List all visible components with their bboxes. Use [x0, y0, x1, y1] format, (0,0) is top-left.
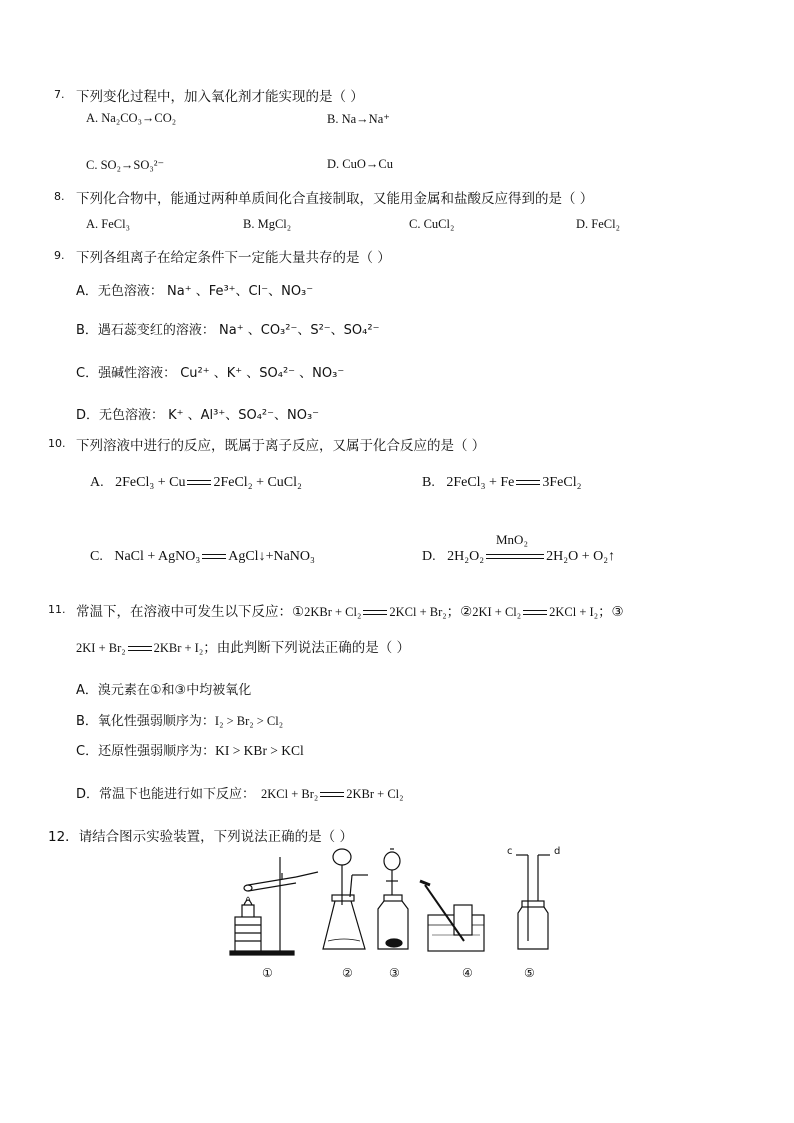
option-b: [422, 475, 581, 491]
equation-right: 2H₂O + O₂↑: [546, 549, 616, 564]
apparatus-5-gas-bottle: [516, 855, 550, 949]
reaction-3-right: 2KBr + I₂: [153, 641, 204, 655]
question-stem-line1: [76, 600, 624, 620]
equals-sign: [523, 610, 547, 615]
reaction-2-left: 2KI + Cl₂: [472, 605, 522, 619]
question-number: 12．: [48, 829, 79, 845]
reaction-3-left: 2KI + Br₂: [76, 641, 126, 655]
option-label: B.: [422, 475, 435, 490]
option-d: D. FeCl₂: [576, 217, 620, 231]
option-b: B．遇石蕊变红的溶液： Na⁺ 、CO₃²⁻、S²⁻、SO₄²⁻: [76, 323, 380, 338]
equation-left: NaCl + AgNO₃: [114, 549, 201, 564]
option-d: D．无色溶液： K⁺ 、Al³⁺、SO₄²⁻、NO₃⁻: [76, 408, 320, 423]
question-number: 11.: [48, 603, 66, 616]
question-stem: 下列溶液中进行的反应，既属于离子反应，又属于化合反应的是（ ）: [76, 438, 486, 454]
question-stem: 下列各组离子在给定条件下一定能大量共存的是（ ）: [76, 250, 391, 266]
option-b: [76, 710, 283, 729]
question-number: 9.: [54, 249, 65, 262]
reaction-1-left: 2KBr + Cl₂: [304, 605, 362, 619]
option-formula: KI > KBr > KCl: [215, 743, 304, 758]
apparatus-1-heating-tube: [230, 857, 318, 955]
apparatus-3-bottle-funnel: [378, 849, 408, 949]
option-c: [76, 740, 304, 759]
catalyst-label: MnO₂: [496, 532, 528, 547]
option-d: [76, 783, 404, 802]
stem-text: 请结合图示实验装置，下列说法正确的是（ ）: [78, 829, 353, 845]
equals-sign: [320, 792, 344, 797]
equals-sign: [516, 480, 540, 485]
apparatus-label-5: ⑤: [524, 966, 535, 980]
port-d-label: d: [554, 846, 561, 857]
option-label: D.: [422, 549, 436, 564]
option-d: D. CuO→Cu: [327, 157, 393, 171]
question-number: 7.: [54, 88, 65, 101]
option-text: C．还原性强弱顺序为：: [76, 744, 216, 759]
apparatus-4-water-trough: [420, 881, 484, 951]
stem-text: 常温下，在溶液中可发生以下反应：①: [76, 604, 305, 620]
equals-sign: [363, 610, 387, 615]
option-a: A．无色溶液： Na⁺ 、Fe³⁺、Cl⁻、NO₃⁻: [76, 284, 314, 299]
option-a: A．溴元素在①和③中均被氧化: [76, 683, 252, 698]
apparatus-label-4: ④: [462, 966, 473, 980]
reaction-2-right: 2KCl + I₂: [549, 605, 599, 619]
equals-sign: [187, 480, 211, 485]
apparatus-figure: [220, 845, 560, 985]
option-formula: I₂ > Br₂ > Cl₂: [214, 714, 284, 728]
equation-left: 2KCl + Br₂: [261, 787, 319, 801]
equals-sign: [128, 646, 152, 651]
question-number: 10.: [48, 437, 66, 450]
option-c: C．强碱性溶液： Cu²⁺ 、K⁺ 、SO₄²⁻ 、NO₃⁻: [76, 366, 345, 381]
option-label: C.: [90, 549, 103, 564]
question-stem: 下列变化过程中，加入氧化剂才能实现的是（ ）: [76, 89, 364, 105]
option-b: B. Na→Na⁺: [327, 112, 390, 126]
option-text: D．常温下也能进行如下反应：: [76, 787, 256, 802]
question-number: 8.: [54, 190, 65, 203]
apparatus-label-2: ②: [342, 966, 353, 980]
stem-text: ；由此判断下列说法正确的是（ ）: [203, 640, 411, 656]
option-d: [422, 549, 615, 565]
equals-sign: [202, 554, 226, 559]
question-stem-line2: [76, 636, 410, 656]
apparatus-2-flask-funnel: [323, 849, 368, 949]
stem-text: ；②: [446, 604, 473, 620]
port-c-label: c: [507, 846, 513, 857]
option-a: A. FeCl₃: [86, 217, 130, 231]
stem-text: ；③: [598, 604, 624, 620]
question-stem: 下列化合物中，能通过两种单质间化合直接制取，又能用金属和盐酸反应得到的是（ ）: [76, 191, 594, 207]
equals-sign: [486, 554, 544, 559]
equation-right: AgCl↓+NaNO₃: [228, 549, 315, 564]
equation-left: 2FeCl₃ + Fe: [446, 475, 515, 490]
option-c: C. SO₂→SO₃²⁻: [86, 158, 165, 172]
equation-right: 2FeCl₂ + CuCl₂: [213, 475, 302, 490]
equation-left: 2H₂O₂: [447, 549, 485, 564]
apparatus-label-1: ①: [262, 966, 273, 980]
equation-right: 2KBr + Cl₂: [346, 787, 404, 801]
option-c: C. CuCl₂: [409, 217, 455, 231]
option-text: B．氧化性强弱顺序为：: [76, 714, 215, 729]
option-a: [90, 475, 302, 491]
option-label: A.: [90, 475, 104, 490]
reaction-1-right: 2KCl + Br₂: [389, 605, 447, 619]
equation-right: 3FeCl₂: [542, 475, 582, 490]
option-a: A. Na₂CO₃→CO₂: [86, 111, 177, 125]
option-b: B. MgCl₂: [243, 217, 292, 231]
question-stem: [48, 825, 353, 845]
option-c: [90, 549, 315, 565]
apparatus-label-3: ③: [389, 966, 400, 980]
equation-left: 2FeCl₃ + Cu: [115, 475, 186, 490]
